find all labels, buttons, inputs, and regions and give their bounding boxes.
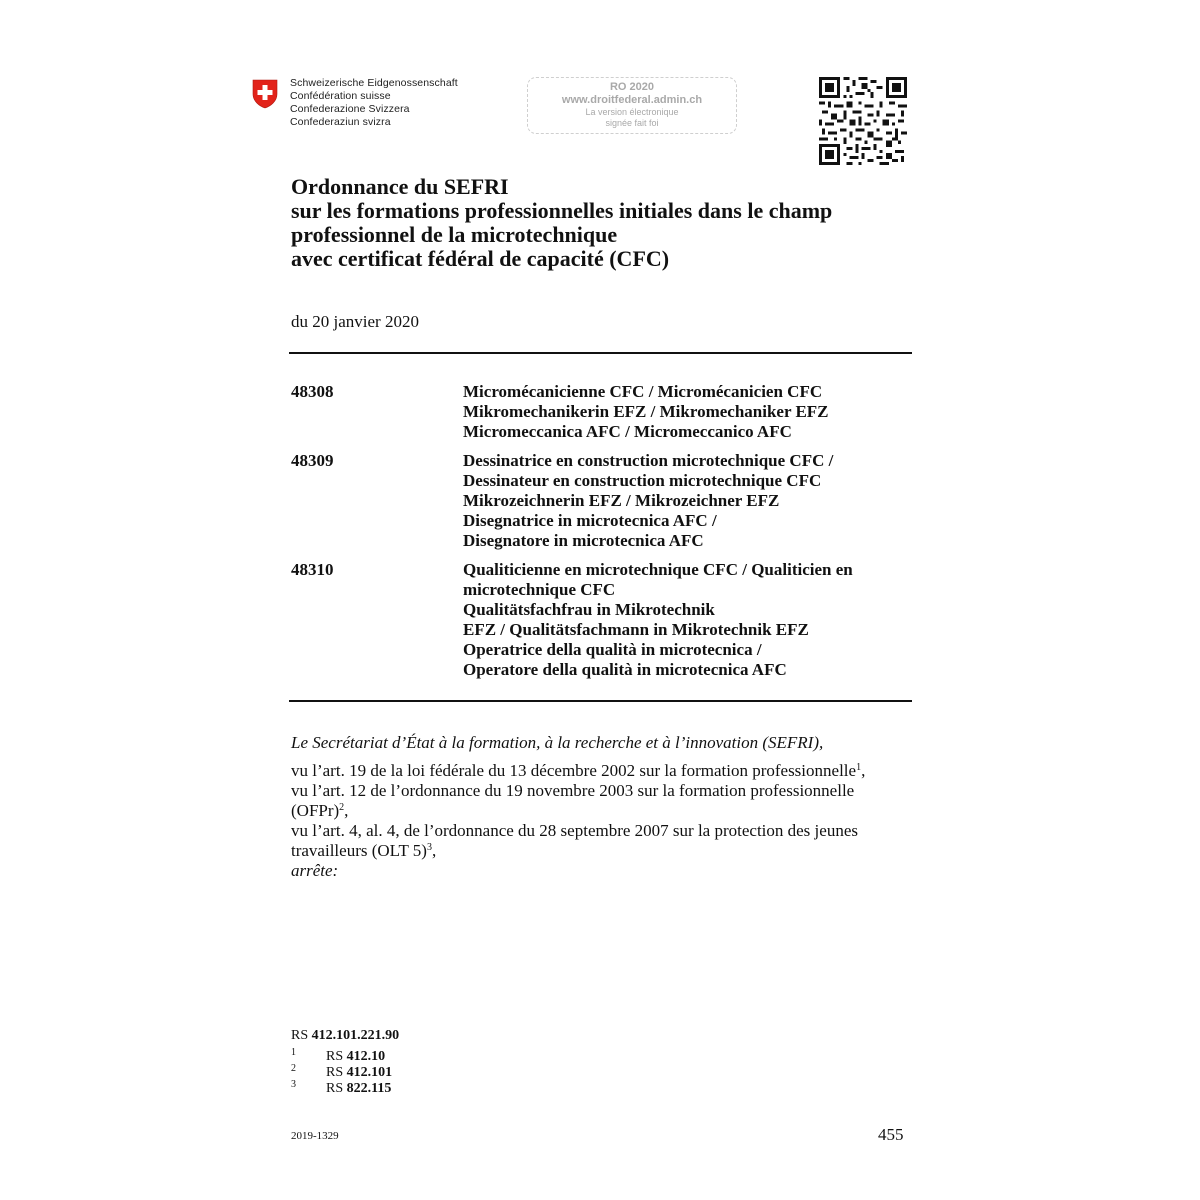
profession-name: Dessinatrice en construction microtechnique CFC / bbox=[463, 451, 834, 470]
document-date: du 20 janvier 2020 bbox=[291, 312, 419, 331]
page-number: 455 bbox=[878, 1125, 904, 1144]
profession-name: EFZ / Qualitätsfachmann in Mikrotechnik EFZ bbox=[463, 620, 809, 639]
profession-row bbox=[291, 382, 911, 442]
bottom-divider bbox=[289, 700, 912, 702]
footnote-text bbox=[326, 1065, 392, 1081]
document-id: 2019-1329 bbox=[291, 1130, 339, 1142]
preamble bbox=[291, 733, 916, 881]
legal-basis-3: vu l’art. 4, al. 4, de l’ordonnance du 28 septembre 2007 sur la protection des jeunes bbox=[291, 821, 858, 840]
profession-names bbox=[463, 560, 853, 680]
title-line-1: Ordonnance du SEFRI bbox=[291, 174, 509, 199]
issuing-authority: Le Secrétariat d’État à la formation, à la recherche et à l’innovation (SEFRI), bbox=[291, 733, 824, 752]
profession-name: Dessinateur en construction microtechnique CFC bbox=[463, 471, 822, 490]
confederation-fr: Confédération suisse bbox=[290, 90, 391, 102]
profession-row bbox=[291, 451, 911, 551]
top-divider bbox=[289, 352, 912, 354]
profession-code: 48308 bbox=[291, 382, 334, 401]
legal-basis-1 bbox=[291, 761, 916, 781]
profession-name: Qualitätsfachfrau in Mikrotechnik bbox=[463, 600, 715, 619]
swiss-cross-icon bbox=[252, 79, 278, 109]
footnote-ref: 412.101 bbox=[346, 1065, 393, 1080]
title-line-3: professionnel de la microtechnique bbox=[291, 222, 618, 247]
punctuation: , bbox=[344, 801, 349, 820]
footnote-ref-2[interactable]: 2 bbox=[339, 802, 345, 813]
rs-prefix: RS bbox=[291, 1028, 309, 1043]
profession-name: Disegnatore in microtecnica AFC bbox=[463, 531, 704, 550]
footnote-ref-3[interactable]: 3 bbox=[426, 842, 432, 853]
footnote-prefix: RS bbox=[326, 1065, 344, 1080]
confederation-rm: Confederaziun svizra bbox=[290, 116, 391, 128]
legal-basis-2b bbox=[291, 801, 916, 821]
footnote-number: 1 bbox=[291, 1047, 296, 1058]
profession-name: microtechnique CFC bbox=[463, 580, 616, 599]
rs-classification bbox=[291, 1028, 399, 1044]
enactment-formula: arrête: bbox=[291, 861, 339, 880]
footnote-text bbox=[326, 1081, 391, 1097]
profession-row bbox=[291, 560, 911, 680]
legal-basis-text: (OFPr) bbox=[291, 801, 340, 820]
title-line-2: sur les formations professionnelles initiales dans le champ bbox=[291, 198, 833, 223]
profession-name: Disegnatrice in microtecnica AFC / bbox=[463, 511, 717, 530]
profession-name: Operatrice della qualità in microtecnica / bbox=[463, 640, 762, 659]
profession-name: Mikromechanikerin EFZ / Mikromechaniker EFZ bbox=[463, 402, 829, 421]
rs-number: 412.101.221.90 bbox=[311, 1028, 400, 1043]
confederation-names bbox=[290, 77, 458, 129]
confederation-de: Schweizerische Eidgenossenschaft bbox=[290, 77, 458, 89]
legal-basis-2: vu l’art. 12 de l’ordonnance du 19 novembre 2003 sur la formation professionnelle bbox=[291, 781, 855, 800]
title-line-4: avec certificat fédéral de capacité (CFC) bbox=[291, 246, 670, 271]
legal-basis-3b bbox=[291, 841, 916, 861]
footnote-text bbox=[326, 1049, 385, 1065]
legal-basis-text: travailleurs (OLT 5) bbox=[291, 841, 427, 860]
professions-table bbox=[291, 382, 911, 689]
profession-code: 48310 bbox=[291, 560, 334, 579]
official-compilation-stamp bbox=[527, 77, 737, 134]
profession-name: Operatore della qualità in microtecnica AFC bbox=[463, 660, 787, 679]
profession-name: Qualiticienne en microtechnique CFC / Qualiticien en bbox=[463, 560, 853, 579]
page-title bbox=[291, 175, 832, 271]
stamp-ro: RO 2020 bbox=[609, 81, 655, 93]
profession-code: 48309 bbox=[291, 451, 334, 470]
profession-name: Micromeccanica AFC / Micromeccanico AFC bbox=[463, 422, 792, 441]
qr-code-icon bbox=[819, 77, 907, 165]
legal-basis-text: vu l’art. 19 de la loi fédérale du 13 décembre 2002 sur la formation professionnelle bbox=[291, 761, 857, 780]
stamp-note-1: La version électronique bbox=[585, 107, 679, 117]
punctuation: , bbox=[431, 841, 437, 860]
stamp-url[interactable]: www.droitfederal.admin.ch bbox=[561, 94, 703, 106]
profession-names bbox=[463, 382, 829, 442]
footnote-ref: 822.115 bbox=[346, 1081, 392, 1096]
footnote-number: 3 bbox=[291, 1079, 296, 1090]
stamp-note-2: signée fait foi bbox=[605, 118, 659, 128]
footnote-ref: 412.10 bbox=[346, 1049, 386, 1064]
footnote-number: 2 bbox=[291, 1063, 296, 1074]
confederation-it: Confederazione Svizzera bbox=[290, 103, 410, 115]
footnote-ref-1[interactable]: 1 bbox=[856, 762, 862, 773]
profession-names bbox=[463, 451, 833, 551]
profession-name: Micromécanicienne CFC / Micromécanicien CFC bbox=[463, 382, 823, 401]
profession-name: Mikrozeichnerin EFZ / Mikrozeichner EFZ bbox=[463, 491, 780, 510]
footnote-prefix: RS bbox=[326, 1049, 344, 1064]
punctuation: , bbox=[861, 761, 866, 780]
footnote-prefix: RS bbox=[326, 1081, 344, 1096]
